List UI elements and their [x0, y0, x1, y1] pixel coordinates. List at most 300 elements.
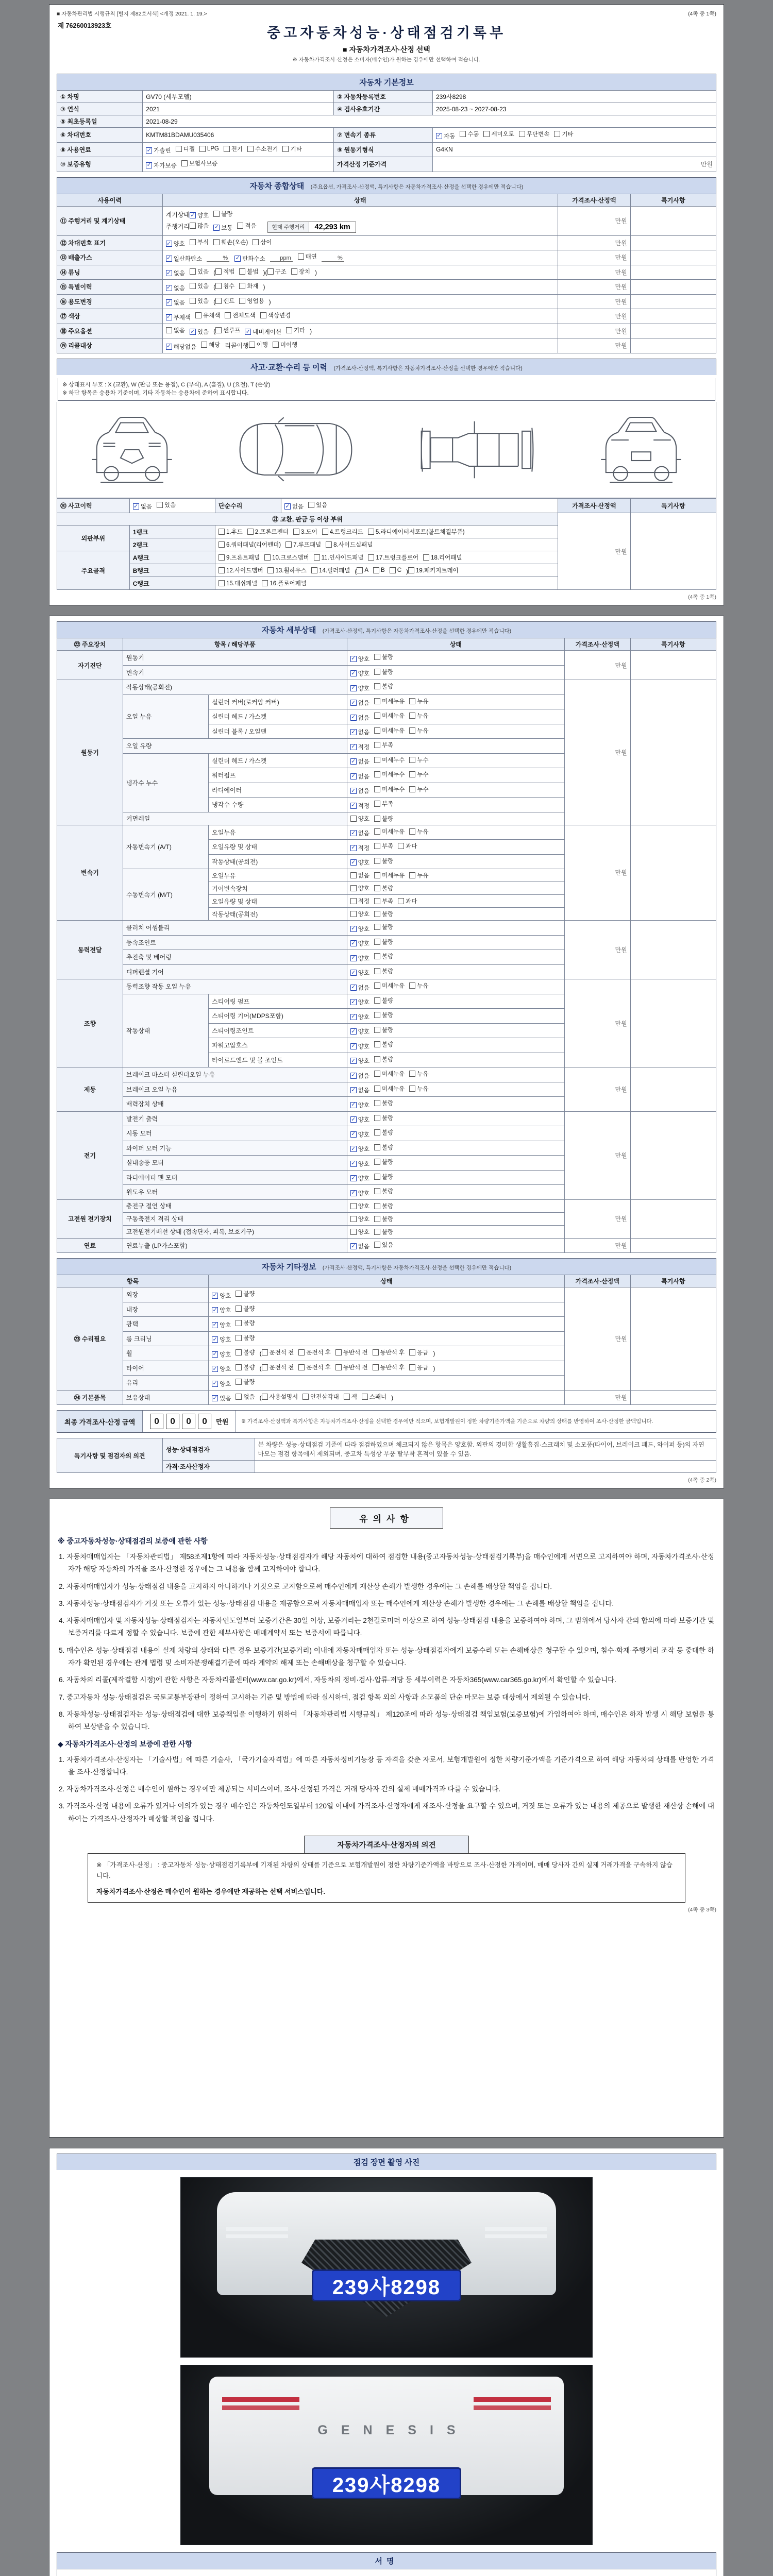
checkbox-불량[interactable]: 불량 [236, 1290, 255, 1298]
column-header: 가격조사·산정액 [558, 194, 631, 206]
checkbox-4.트렁크리드[interactable]: 4.트렁크리드 [322, 528, 363, 536]
status-cell [347, 1212, 564, 1225]
checkbox-checked-icon: ✓ [166, 255, 172, 261]
label-car-name: ① 차명 [57, 91, 143, 103]
checkbox-없음[interactable]: ✓ 없음 [285, 503, 304, 510]
checkbox-유채색[interactable]: 유채색 [195, 311, 220, 319]
checkbox-미세누수[interactable]: 미세누수 [374, 770, 405, 778]
checkbox-미세누유[interactable]: 미세누유 [374, 697, 405, 705]
checkbox-부족[interactable]: 부족 [374, 741, 393, 749]
checkbox-empty-icon [398, 843, 404, 849]
checkbox-B[interactable]: B [373, 567, 385, 573]
field-value: 만원 [433, 157, 716, 172]
remarks-cell [630, 825, 716, 921]
checkbox-empty-icon [409, 872, 415, 878]
checkbox-checked-icon: ✓ [212, 1336, 217, 1343]
checkbox-사용설명서[interactable]: 사용설명서 [262, 1393, 298, 1401]
checkbox-많음[interactable]: 많음 [190, 222, 209, 230]
checkbox-있음[interactable]: ✓ 있음 [212, 1395, 231, 1402]
checkbox-동반석 후[interactable]: 동반석 후 [373, 1363, 405, 1371]
checkbox-동반석 전[interactable]: 동반석 전 [335, 1363, 368, 1371]
subitem-label: 실린더 헤드 / 가스켓 [209, 753, 347, 768]
appraiser-opinion-box-title: 자동차가격조사·산정자의 의견 [304, 1836, 469, 1853]
status-cell [347, 1199, 564, 1212]
checkbox-1.후드[interactable]: 1.후드 [219, 528, 243, 536]
checkbox-empty-icon [374, 1242, 380, 1248]
checkbox-불량[interactable]: 불량 [236, 1304, 255, 1313]
checkbox-18.리어패널[interactable]: 18.리어패널 [423, 553, 462, 562]
checkbox-불량[interactable]: 불량 [374, 938, 393, 946]
checkbox-양호[interactable]: ✓ 양호 [351, 1028, 369, 1035]
checkbox-13.휠하우스[interactable]: 13.휠하우스 [267, 566, 306, 574]
checkbox-양호[interactable]: ✓ 양호 [166, 240, 185, 247]
checkbox-checked-icon: ✓ [212, 1380, 217, 1386]
checkbox-불량[interactable]: 불량 [236, 1348, 255, 1357]
remarks-cell [630, 235, 716, 250]
status-cell [347, 1023, 564, 1038]
checkbox-empty-icon [374, 911, 380, 917]
checkbox-불량[interactable]: 불량 [374, 1158, 393, 1166]
checkbox-불량[interactable]: 불량 [213, 210, 232, 218]
checkbox-양호[interactable]: ✓ 양호 [351, 1057, 369, 1064]
checkbox-불량[interactable]: 불량 [374, 1099, 393, 1107]
checkbox-적법[interactable]: 적법 [215, 267, 234, 276]
item-label: 휠 [123, 1346, 208, 1361]
text-label: 리콜이행 [225, 342, 249, 349]
checkbox-불량[interactable]: 불량 [374, 682, 393, 690]
checkbox-누수[interactable]: 누수 [409, 770, 428, 778]
checkbox-없음[interactable]: ✓ 없음 [351, 1072, 369, 1079]
checkbox-부족[interactable]: 부족 [374, 800, 393, 808]
text-label: ) [433, 1350, 435, 1357]
checkbox-없음[interactable]: 없음 [166, 326, 185, 334]
status-cell [215, 551, 558, 564]
checkbox-불량[interactable]: 불량 [236, 1319, 255, 1327]
checkbox-양호[interactable]: ✓ 양호 [351, 1145, 369, 1153]
checkbox-16.플로어패널[interactable]: 16.플로어패널 [262, 579, 307, 587]
price-cell: 만원 [564, 979, 630, 1067]
checkbox-디젤[interactable]: 디젤 [176, 145, 195, 153]
item-label: 등속조인트 [123, 935, 347, 950]
checkbox-세미오토[interactable]: 세미오토 [483, 130, 514, 138]
checkbox-있음[interactable]: 있음 [374, 1241, 393, 1249]
checkbox-checked-icon: ✓ [351, 859, 356, 866]
checkbox-불량[interactable]: 불량 [374, 996, 393, 1005]
checkbox-없음[interactable]: 없음 [236, 1393, 255, 1401]
checkbox-양호[interactable]: 양호 [350, 815, 369, 823]
checkbox-보험사보증[interactable]: 보험사보증 [181, 159, 218, 167]
checkbox-탄화수소[interactable]: ✓ 탄화수소 [235, 255, 265, 262]
checkbox-무채색[interactable]: ✓ 무채색 [166, 314, 191, 321]
checkbox-양호[interactable]: ✓ 양호 [351, 655, 369, 663]
checkbox-안전삼각대[interactable]: 안전삼각대 [303, 1393, 339, 1401]
checkbox-불량[interactable]: 불량 [374, 653, 393, 661]
checkbox-누유[interactable]: 누유 [409, 1084, 428, 1093]
checkbox-양호[interactable]: ✓ 양호 [351, 1116, 369, 1123]
checkbox-불량[interactable]: 불량 [374, 815, 393, 823]
checkbox-운전석 전[interactable]: 운전석 전 [262, 1348, 294, 1357]
checkbox-양호[interactable]: ✓ 양호 [351, 1131, 369, 1138]
checkbox-3.도어[interactable]: 3.도어 [293, 528, 317, 536]
checkbox-없음[interactable]: ✓ 없음 [166, 299, 185, 306]
document-subtitle: ■ 자동차가격조사·산정 선택 [343, 45, 430, 54]
checkbox-상이[interactable]: 상이 [253, 238, 272, 246]
text-label: ( [213, 268, 216, 276]
checkbox-무단변속[interactable]: 무단변속 [519, 130, 549, 138]
item-label: 클러치 어셈블리 [123, 921, 347, 936]
field-label: 1랭크 [129, 526, 215, 538]
checkbox-없음[interactable]: ✓ 없음 [351, 829, 369, 837]
page-footer-marker: (4쪽 중 3쪽) [688, 1906, 716, 1913]
checkbox-불량[interactable]: 불량 [374, 1011, 393, 1019]
checkbox-응급[interactable]: 응급 [409, 1363, 428, 1371]
subitem-label: 스티어링 펌프 [209, 994, 347, 1009]
checkbox-장치[interactable]: 장치 [291, 267, 310, 276]
checkbox-양호[interactable]: ✓ 양호 [212, 1365, 231, 1372]
subitem-label: 실린더 헤드 / 가스켓 [209, 709, 347, 724]
text-label: ) [391, 1394, 394, 1401]
checkbox-19.패키지트레이[interactable]: 19.패키지트레이 [408, 566, 459, 574]
status-cell [347, 739, 564, 754]
field-label: ⑥ 차대번호 [57, 128, 143, 143]
checkbox-양호[interactable]: ✓ 양호 [351, 969, 369, 976]
checkbox-양호[interactable]: ✓ 양호 [212, 1292, 231, 1299]
checkbox-양호[interactable]: ✓ 양호 [212, 1321, 231, 1329]
remarks-cell [630, 309, 716, 324]
checkbox-영업용[interactable]: 영업용 [239, 297, 264, 305]
checkbox-empty-icon [368, 529, 374, 535]
checkbox-checked-icon: ✓ [351, 1072, 356, 1078]
item-label: 브레이크 마스터 실린더오일 누유 [123, 1067, 347, 1082]
checkbox-썬루프[interactable]: 썬루프 [215, 326, 240, 334]
checkbox-불량[interactable]: 불량 [374, 1215, 393, 1223]
checkbox-없음[interactable]: ✓ 없음 [166, 284, 185, 292]
checkbox-불량[interactable]: 불량 [374, 1026, 393, 1034]
checkbox-empty-icon [374, 1012, 380, 1018]
notice-item: 5. 매수인은 성능·상태점검 내용이 실제 차량의 상태와 다른 경우 보증기간(보증거리) 이내에 자동차매매업자 또는 성능·상태점검자에게 보증수리 또는 손해배상을 청구할 수 있으며, 침수·화재·주행거리 조작 등 중대한 하자가 확인된 경우에는 관계 법령 및 소비자분쟁해결기준에 따라 계약의 해제 또는 손해배상을 청구할 수 있습니다. [59, 1646, 714, 1667]
item-label: 동력조향 작동 오일 누유 [123, 979, 347, 994]
checkbox-없음[interactable]: ✓ 없음 [351, 714, 369, 721]
checkbox-수동[interactable]: 수동 [460, 130, 479, 138]
checkbox-불량[interactable]: 불량 [374, 910, 393, 918]
checkbox-운전석 후[interactable]: 운전석 후 [298, 1363, 331, 1371]
checkbox-부식[interactable]: 부식 [190, 238, 209, 246]
checkbox-2.프론트펜더[interactable]: 2.프론트펜더 [247, 528, 289, 536]
checkbox-있음[interactable]: 있음 [157, 501, 176, 509]
field-label: 단순수리 [215, 498, 281, 513]
checkbox-네비게이션[interactable]: ✓ 네비게이션 [245, 328, 281, 335]
notice-item: 1. 자동차가격조사·산정자는 「기술사법」에 따른 기술사, 「국가기술자격법」에 따른 자동차정비기능장 등 자격을 갖춘 자로서, 보험개발원이 정한 차량기준가액을 기준가격으로 하여 해당 자동차의 상태를 반영한 가격을 조사·산정합니다. [59, 1755, 714, 1776]
checkbox-checked-icon: ✓ [351, 743, 356, 750]
checkbox-미세누유[interactable]: 미세누유 [374, 711, 405, 720]
checkbox-불량[interactable]: 불량 [374, 1173, 393, 1181]
checkbox-해당없음[interactable]: ✓ 해당없음 [166, 343, 197, 350]
checkbox-누유[interactable]: 누유 [409, 726, 428, 735]
checkbox-불량[interactable]: 불량 [374, 1202, 393, 1210]
checkbox-해당[interactable]: 해당 [201, 341, 220, 349]
checkbox-empty-icon [311, 567, 317, 573]
checkbox-checked-icon: ✓ [351, 955, 356, 961]
checkbox-매연[interactable]: 매연 [298, 252, 317, 261]
checkbox-8.사이드실패널[interactable]: 8.사이드실패널 [326, 540, 373, 549]
checkbox-불량[interactable]: 불량 [374, 1128, 393, 1137]
checkbox-empty-icon [350, 1229, 357, 1235]
checkbox-A[interactable]: A [357, 567, 368, 573]
checkbox-없음[interactable]: ✓ 없음 [351, 758, 369, 765]
checkbox-구조[interactable]: 구조 [267, 267, 287, 276]
checkbox-미세누유[interactable]: 미세누유 [374, 827, 405, 836]
checkbox-empty-icon [374, 1188, 380, 1194]
checkbox-양호[interactable]: ✓ 양호 [351, 685, 369, 692]
checkbox-양호[interactable]: ✓ 양호 [351, 1190, 369, 1197]
checkbox-없음[interactable]: ✓ 없음 [351, 728, 369, 736]
checkbox-전기[interactable]: 전기 [224, 145, 243, 153]
checkbox-14.필러패널[interactable]: 14.필러패널 [311, 566, 350, 574]
checkbox-양호[interactable]: ✓ 양호 [351, 1013, 369, 1021]
checkbox-자동[interactable]: ✓ 자동 [436, 132, 456, 140]
checkbox-불량[interactable]: 불량 [236, 1378, 255, 1386]
checkbox-양호[interactable]: ✓ 양호 [212, 1336, 231, 1343]
table-row [57, 1390, 716, 1405]
checkbox-empty-icon [374, 898, 380, 904]
checkbox-적정[interactable]: ✓ 적정 [351, 844, 369, 852]
checkbox-미세누유[interactable]: 미세누유 [374, 1084, 405, 1093]
checkbox-자가보증[interactable]: ✓ 자가보증 [146, 162, 177, 169]
checkbox-불법[interactable]: 불법 [239, 267, 258, 276]
checkbox-없음[interactable]: ✓ 없음 [351, 773, 369, 780]
checkbox-기타[interactable]: 기타 [554, 130, 573, 138]
checkbox-17.트렁크플로어[interactable]: 17.트렁크플로어 [368, 553, 418, 562]
checkbox-적정[interactable]: 적정 [350, 897, 369, 905]
field-label: ㉑ 교환, 판금 등 이상 부위 [57, 513, 558, 526]
price-cell: 만원 [564, 1111, 630, 1199]
notice-item: 6. 자동차의 리콜(제작결함 시정)에 관한 사항은 자동차리콜센터(www.car.go.kr)에서, 자동차의 정비·검사·압류·저당 등 세부이력은 자동차365(www.car365.go.kr)에서 확인할 수 있습니다. [59, 1676, 616, 1684]
checkbox-운전석 후[interactable]: 운전석 후 [298, 1348, 331, 1357]
checkbox-미세누유[interactable]: 미세누유 [374, 1070, 405, 1078]
checkbox-empty-icon [335, 1364, 342, 1370]
checkbox-checked-icon: ✓ [351, 1175, 356, 1181]
checkbox-부족[interactable]: 부족 [374, 897, 393, 905]
checkbox-empty-icon [409, 982, 415, 989]
checkbox-렌트[interactable]: 렌트 [215, 297, 234, 305]
misc-info-table [57, 1275, 716, 1405]
checkbox-empty-icon [409, 828, 415, 835]
checkbox-7.루프패널[interactable]: 7.루프패널 [285, 540, 321, 549]
checkbox-양호[interactable]: ✓ 양호 [351, 1160, 369, 1167]
checkbox-양호[interactable]: ✓ 양호 [351, 1101, 369, 1109]
checkbox-10.크로스멤버[interactable]: 10.크로스멤버 [264, 553, 309, 562]
checkbox-C[interactable]: C [390, 567, 401, 573]
checkbox-empty-icon [409, 713, 415, 719]
checkbox-양호[interactable]: ✓ 양호 [351, 859, 369, 866]
subitem-label: 스티어링 기어(MDPS포함) [209, 1009, 347, 1024]
checkbox-불량[interactable]: 불량 [374, 1114, 393, 1122]
checkbox-양호[interactable]: ✓ 양호 [212, 1380, 231, 1387]
checkbox-누수[interactable]: 누수 [409, 756, 428, 764]
checkbox-없음[interactable]: 없음 [350, 871, 369, 879]
checkbox-적정[interactable]: ✓ 적정 [351, 743, 369, 751]
checkbox-checked-icon: ✓ [351, 773, 356, 779]
checkbox-불량[interactable]: 불량 [374, 1187, 393, 1195]
checkbox-불량[interactable]: 불량 [374, 857, 393, 865]
checkbox-불량[interactable]: 불량 [374, 1228, 393, 1236]
checkbox-미세누수[interactable]: 미세누수 [374, 785, 405, 793]
checkbox-양호[interactable]: 양호 [350, 1228, 369, 1236]
checkbox-없음[interactable]: ✓ 없음 [351, 1087, 369, 1094]
checkbox-미이행[interactable]: 미이행 [273, 341, 297, 349]
checkbox-불량[interactable]: 불량 [374, 668, 393, 676]
checkbox-누유[interactable]: 누유 [409, 697, 428, 705]
item-label: 광택 [123, 1317, 208, 1332]
checkbox-화재[interactable]: 화재 [239, 282, 258, 290]
checkbox-불량[interactable]: 불량 [374, 1040, 393, 1048]
notice-section-header: 유의사항 [330, 1507, 443, 1529]
checkbox-스패너[interactable]: 스패너 [362, 1393, 386, 1401]
checkbox-과다[interactable]: 과다 [398, 897, 417, 905]
checkbox-11.인사이드패널[interactable]: 11.인사이드패널 [314, 553, 364, 562]
checkbox-15.대쉬패널[interactable]: 15.대쉬패널 [219, 579, 257, 587]
checkbox-6.쿼터패널(리어펜더)[interactable]: 6.쿼터패널(리어펜더) [219, 540, 281, 549]
checkbox-5.라디에이터서포트(볼트체결부품)[interactable]: 5.라디에이터서포트(볼트체결부품) [368, 528, 465, 536]
item-label: 배력장치 상태 [123, 1097, 347, 1112]
checkbox-동반석 전[interactable]: 동반석 전 [335, 1348, 368, 1357]
checkbox-empty-icon [237, 223, 243, 229]
checkbox-불량[interactable]: 불량 [374, 1055, 393, 1063]
checkbox-양호[interactable]: ✓ 양호 [351, 955, 369, 962]
checkbox-색상변경[interactable]: 색상변경 [260, 311, 291, 319]
checkbox-없음[interactable]: ✓ 없음 [351, 984, 369, 991]
checkbox-9.프론트패널[interactable]: 9.프론트패널 [219, 553, 260, 562]
checkbox-불량[interactable]: 불량 [374, 923, 393, 931]
checkbox-checked-icon: ✓ [351, 984, 356, 990]
checkbox-응급[interactable]: 응급 [409, 1348, 428, 1357]
checkbox-누유[interactable]: 누유 [409, 871, 428, 879]
checkbox-checked-icon: ✓ [351, 1243, 356, 1249]
checkbox-불량[interactable]: 불량 [236, 1363, 255, 1371]
checkbox-있음[interactable]: ✓ 있음 [190, 328, 209, 335]
checkbox-양호[interactable]: ✓ 양호 [351, 998, 369, 1006]
blank-value-field[interactable]: % [207, 255, 229, 262]
subitem-label: 기어변속장치 [209, 882, 347, 895]
column-header: 특기사항 [630, 194, 716, 206]
column-header: 항목 [57, 1275, 209, 1287]
checkbox-있음[interactable]: 있음 [190, 297, 209, 305]
checkbox-있음[interactable]: 있음 [308, 501, 327, 509]
table-row [57, 638, 716, 651]
text-label: ) [310, 327, 312, 335]
checkbox-미세누유[interactable]: 미세누유 [374, 981, 405, 990]
car-diagram-underbody-frame-view [405, 406, 549, 494]
checkbox-양호[interactable]: 양호 [350, 1202, 369, 1210]
checkbox-없음[interactable]: ✓ 없음 [351, 699, 369, 706]
checkbox-불량[interactable]: 불량 [236, 1334, 255, 1342]
checkbox-양호[interactable]: ✓ 양호 [212, 1351, 231, 1358]
checkbox-일산화탄소[interactable]: ✓ 일산화탄소 [166, 255, 203, 262]
checkbox-운전석 전[interactable]: 운전석 전 [262, 1363, 294, 1371]
table-row [57, 1287, 716, 1302]
checkbox-양호[interactable]: ✓ 양호 [212, 1307, 231, 1314]
checkbox-양호[interactable]: 양호 [350, 1215, 369, 1223]
checkbox-없음[interactable]: ✓ 없음 [351, 787, 369, 794]
detail-condition-table [57, 638, 716, 1253]
checkbox-12.사이드멤버[interactable]: 12.사이드멤버 [219, 566, 263, 574]
checkbox-미세누유[interactable]: 미세누유 [374, 726, 405, 735]
checkbox-누유[interactable]: 누유 [409, 981, 428, 990]
checkbox-empty-icon [350, 1203, 357, 1209]
checkbox-양호[interactable]: 양호 [350, 910, 369, 918]
checkbox-empty-icon [374, 924, 380, 930]
checkbox-empty-icon [219, 580, 225, 586]
checkbox-이행[interactable]: 이행 [249, 341, 268, 349]
checkbox-미세누수[interactable]: 미세누수 [374, 756, 405, 764]
checkbox-전체도색[interactable]: 전체도색 [225, 311, 255, 319]
checkbox-잭[interactable]: 잭 [344, 1393, 357, 1401]
checkbox-양호[interactable]: ✓ 양호 [351, 1043, 369, 1050]
checkbox-누유[interactable]: 누유 [409, 711, 428, 720]
checkbox-불량[interactable]: 불량 [374, 952, 393, 960]
table-row [57, 1275, 716, 1287]
status-line [166, 209, 554, 221]
checkbox-가솔린[interactable]: ✓ 가솔린 [146, 147, 171, 154]
checkbox-양호[interactable]: ✓ 양호 [351, 1175, 369, 1182]
checkbox-LPG[interactable]: LPG [199, 146, 219, 152]
checkbox-기타[interactable]: 기타 [286, 326, 305, 334]
checkbox-없음[interactable]: ✓ 없음 [351, 1243, 369, 1250]
checkbox-훼손(오손)[interactable]: 훼손(오손) [213, 238, 248, 246]
checkbox-없음[interactable]: ✓ 없음 [133, 503, 152, 510]
checkbox-적음[interactable]: 적음 [237, 222, 256, 230]
checkbox-과다[interactable]: 과다 [398, 842, 417, 850]
checkbox-수소전기[interactable]: 수소전기 [247, 145, 278, 153]
checkbox-양호[interactable]: ✓ 양호 [190, 212, 209, 219]
checkbox-미세누유[interactable]: 미세누유 [374, 871, 405, 879]
blank-value-field[interactable]: ppm [270, 255, 293, 262]
checkbox-양호[interactable]: ✓ 양호 [351, 670, 369, 677]
checkbox-empty-icon [374, 742, 380, 748]
field-label: ④ 검사유효기간 [334, 103, 433, 115]
item-label: 내장 [123, 1302, 208, 1317]
checkbox-불량[interactable]: 불량 [374, 1143, 393, 1151]
checkbox-누유[interactable]: 누유 [409, 827, 428, 836]
basic-info-table [57, 90, 716, 172]
checkbox-누수[interactable]: 누수 [409, 785, 428, 793]
checkbox-부족[interactable]: 부족 [374, 842, 393, 850]
status-cell [347, 1009, 564, 1024]
checkbox-적정[interactable]: ✓ 적정 [351, 802, 369, 809]
checkbox-기타[interactable]: 기타 [282, 145, 301, 153]
item-label: 실내송풍 모터 [123, 1156, 347, 1171]
final-appraisal-amount-row [57, 1410, 716, 1433]
checkbox-동반석 후[interactable]: 동반석 후 [373, 1348, 405, 1357]
checkbox-없음[interactable]: ✓ 없음 [166, 269, 185, 277]
field-value [143, 142, 334, 157]
checkbox-침수[interactable]: 침수 [215, 282, 234, 290]
checkbox-empty-icon [350, 898, 357, 904]
checkbox-있음[interactable]: 있음 [190, 282, 209, 290]
checkbox-empty-icon [374, 654, 380, 660]
page-marker: (4쪽 중 1쪽) [688, 11, 716, 17]
checkbox-불량[interactable]: 불량 [374, 884, 393, 892]
checkbox-있음[interactable]: 있음 [190, 267, 209, 276]
checkbox-누유[interactable]: 누유 [409, 1070, 428, 1078]
device-label: 고전원 전기장치 [57, 1199, 123, 1238]
checkbox-양호[interactable]: 양호 [350, 884, 369, 892]
checkbox-불량[interactable]: 불량 [374, 967, 393, 975]
checkbox-양호[interactable]: ✓ 양호 [351, 925, 369, 933]
checkbox-양호[interactable]: ✓ 양호 [351, 940, 369, 947]
checkbox-보통[interactable]: ✓ 보통 [214, 224, 233, 231]
blank-value-field[interactable]: % [322, 255, 344, 262]
